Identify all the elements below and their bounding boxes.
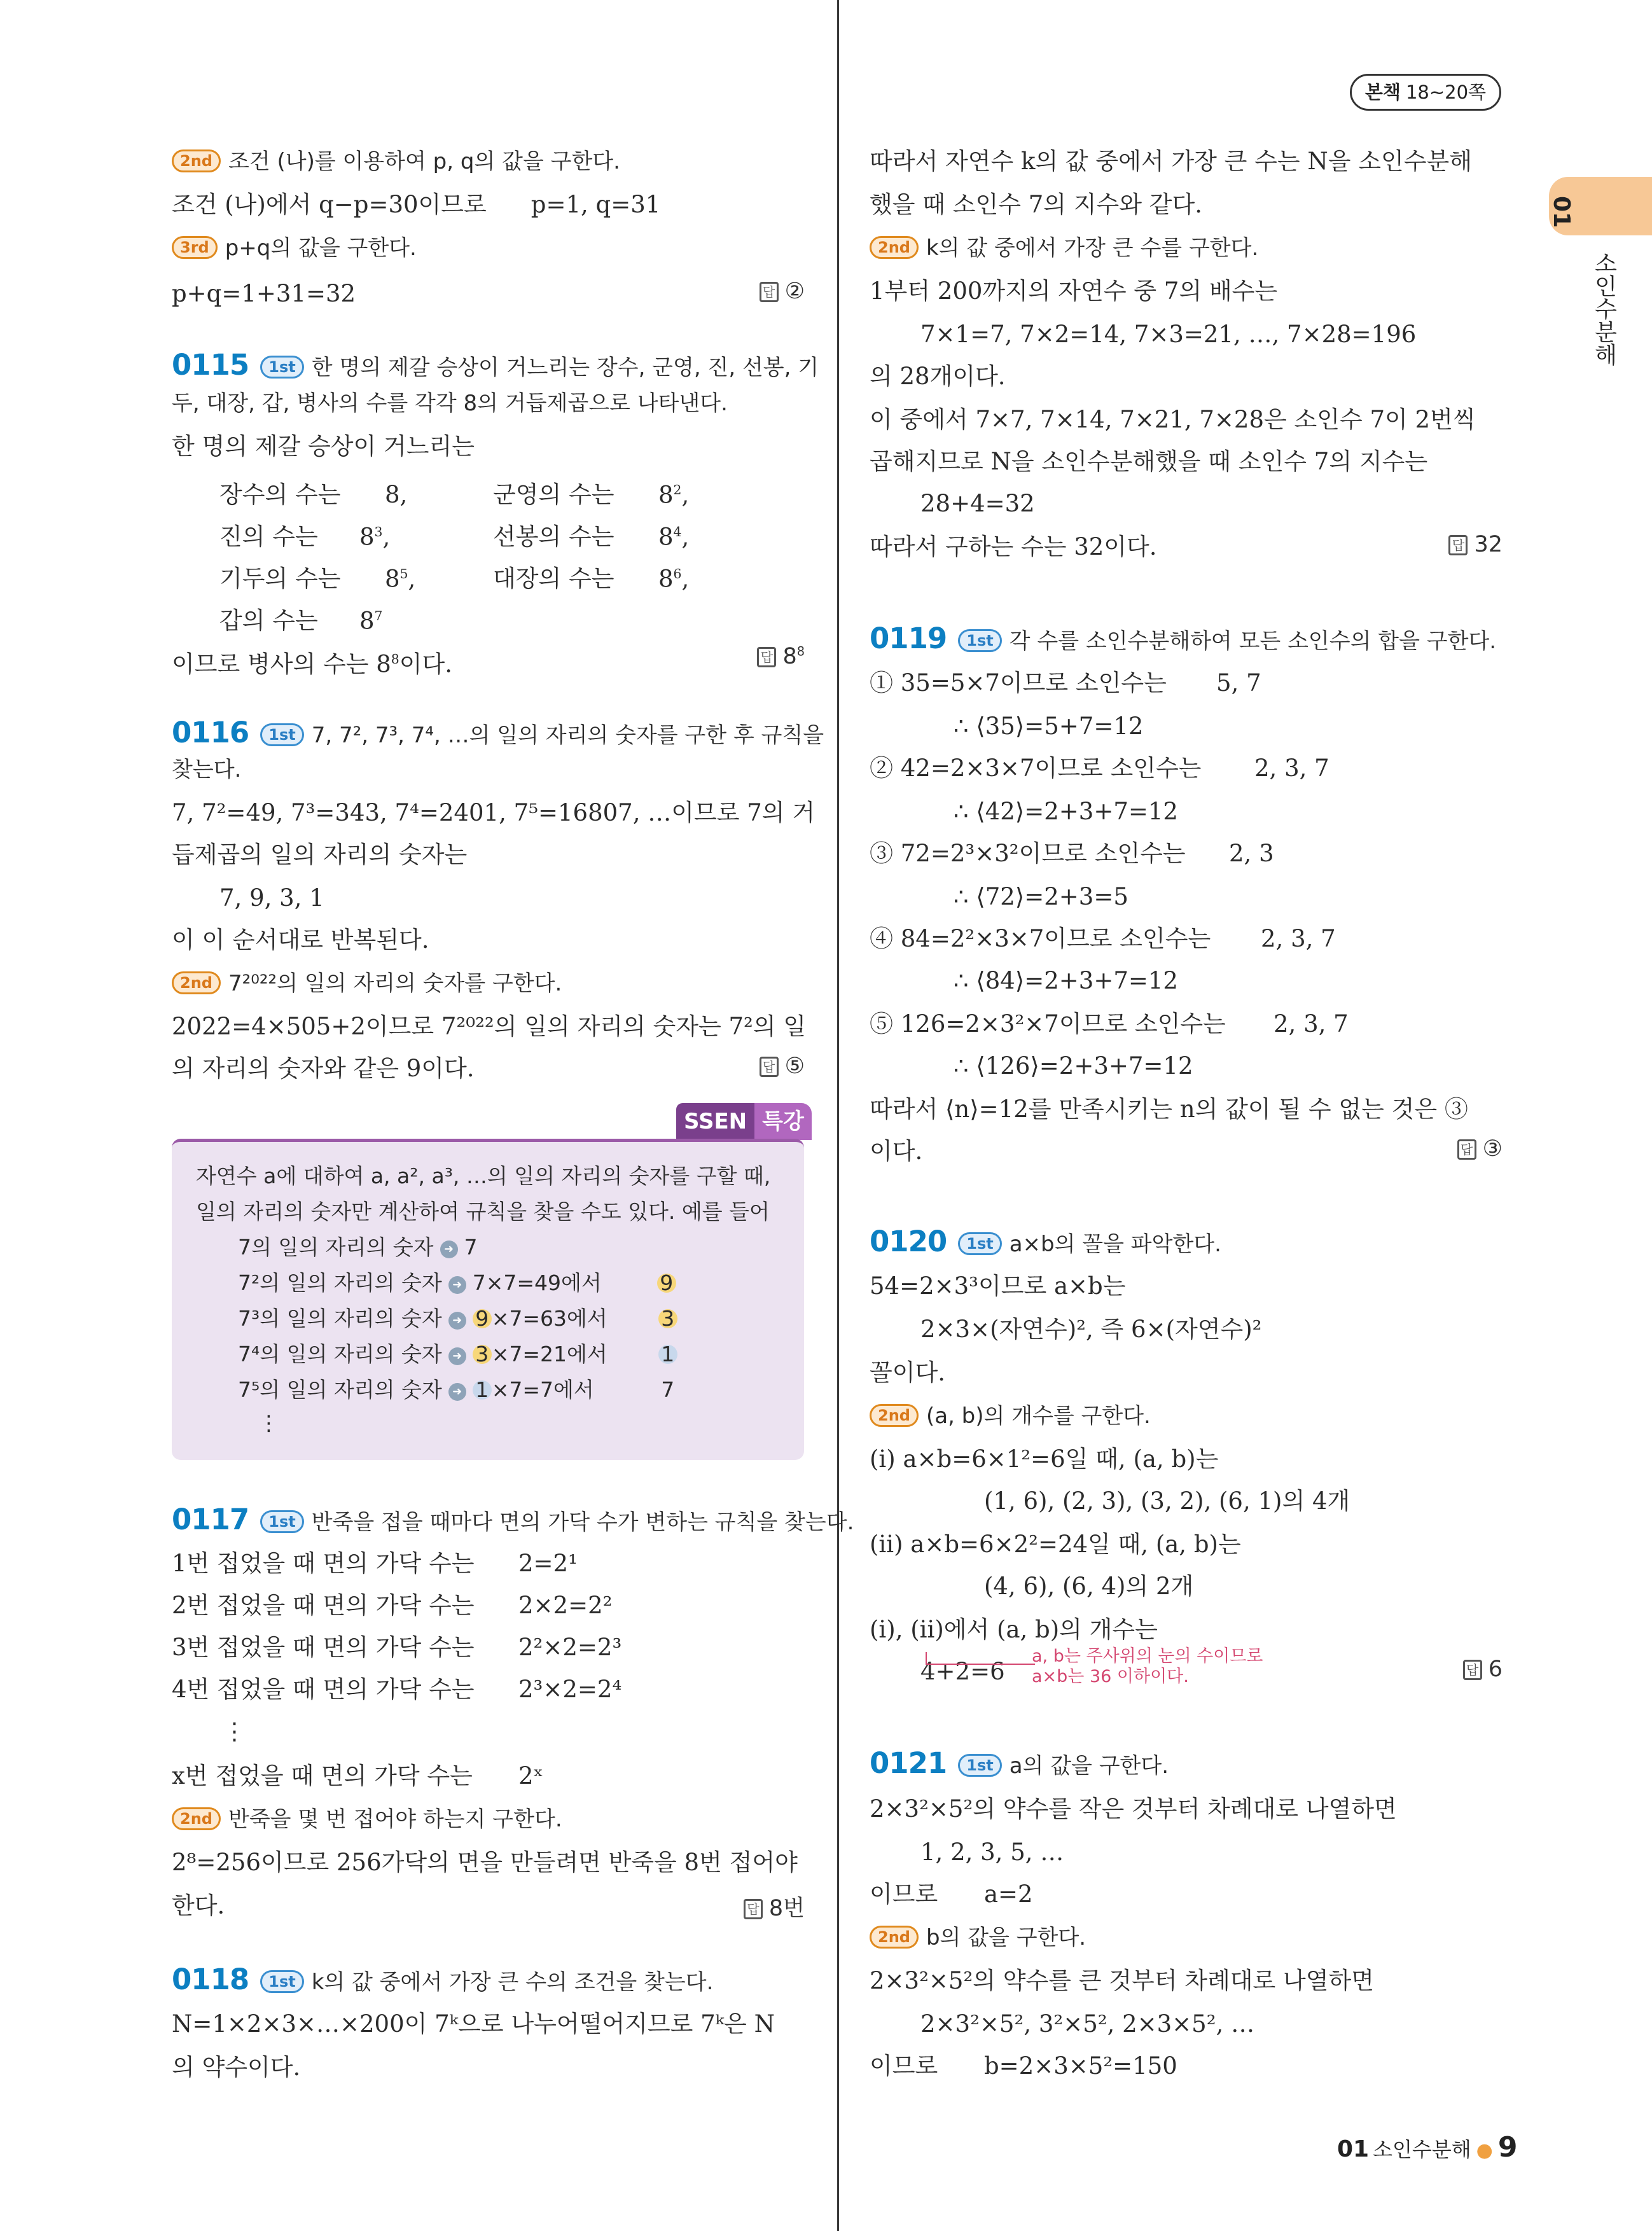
- step-badge-1st: 1st: [958, 1232, 1001, 1255]
- vertical-dots: ⋮: [258, 1410, 279, 1435]
- solution-line: 이 이 순서대로 반복된다.: [172, 926, 429, 954]
- problem-0120-header: 0120 1st a×b의 꼴을 파악한다.: [870, 1225, 1221, 1258]
- step-badge-2nd: 2nd: [870, 236, 919, 259]
- page-footer: 01 소인수분해 ● 9: [1337, 2131, 1518, 2164]
- solution-step: 3rd p+q의 값을 구한다.: [172, 233, 417, 263]
- solution-line: 의 자리의 숫자와 같은 9이다.: [172, 1055, 475, 1082]
- solution-line: ① 35=5×7이므로 소인수는 5, 7: [870, 669, 1261, 697]
- solution-line: 7, 9, 3, 1: [219, 884, 324, 912]
- box-row: 7⁴의 일의 자리의 숫자 ➜ 3 ×7=21에서 1: [238, 1339, 677, 1370]
- answer-icon: 답: [1457, 1139, 1476, 1160]
- solution-line: 7×1=7, 7×2=14, 7×3=21, …, 7×28=196: [920, 321, 1417, 348]
- answer-0114: 답 ②: [760, 279, 805, 304]
- solution-line: 4+2=6: [920, 1658, 1005, 1685]
- solution-line: 따라서 구하는 수는 32이다.: [870, 533, 1157, 560]
- solution-line: N=1×2×3×…×200이 7ᵏ으로 나누어떨어지므로 7ᵏ은 N: [172, 2010, 775, 2038]
- solution-line: 1, 2, 3, 5, …: [920, 1838, 1064, 1866]
- chapter-tab: [1549, 177, 1652, 235]
- step-badge-2nd: 2nd: [172, 971, 221, 994]
- problem-number: 0118: [172, 1963, 249, 1996]
- step-badge-1st: 1st: [260, 356, 303, 379]
- solution-line: 1부터 200까지의 자연수 중 7의 배수는: [870, 277, 1278, 305]
- solution-line: (ⅰ) a×b=6×1²=6일 때, (a, b)는: [870, 1445, 1219, 1473]
- solution-step: 2nd 반죽을 몇 번 접어야 하는지 구한다.: [172, 1804, 562, 1835]
- solution-line: 2×3²×5², 3²×5², 2×3×5², …: [920, 2010, 1255, 2038]
- step-badge-2nd: 2nd: [172, 149, 221, 172]
- solution-line: 기두의 수는 $8^5$, 대장의 수는 $8^6$,: [219, 565, 690, 593]
- answer-icon: 답: [757, 647, 776, 667]
- solution-line: ④ 84=2²×3×7이므로 소인수는 2, 3, 7: [870, 925, 1336, 952]
- arrow-right-icon: ➜: [448, 1383, 466, 1401]
- solution-line: 2⁸=256이므로 256가닥의 면을 만들려면 반죽을 8번 접어야: [172, 1849, 798, 1876]
- solution-line: 찾는다.: [172, 757, 242, 782]
- solution-line: 2×3×(자연수)², 즉 6×(자연수)²: [920, 1316, 1262, 1343]
- step-badge-1st: 1st: [260, 723, 303, 746]
- bullet-icon: ●: [1476, 2139, 1493, 2162]
- arrow-right-icon: ➜: [448, 1276, 466, 1294]
- solution-line: 7, 7²=49, 7³=343, 7⁴=2401, 7⁵=16807, …이므로 7의 거: [172, 799, 815, 826]
- solution-line: 4번 접었을 때 면의 가닥 수는 2³×2=2⁴: [172, 1676, 622, 1703]
- solution-step: 2nd 조건 (나)를 이용하여 p, q의 값을 구한다.: [172, 146, 620, 177]
- solution-line: ③ 72=2³×3²이므로 소인수는 2, 3: [870, 840, 1274, 867]
- step-badge-2nd: 2nd: [870, 1926, 919, 1949]
- solution-line: 이므로 b=2×3×5²=150: [870, 2052, 1177, 2080]
- solution-line: 따라서 자연수 k의 값 중에서 가장 큰 수는 N을 소인수분해: [870, 148, 1472, 175]
- solution-line: 1번 접었을 때 면의 가닥 수는 2=2¹: [172, 1550, 578, 1577]
- solution-line: 이므로 병사의 수는 $8^8$이다.: [172, 650, 452, 678]
- step-badge-2nd: 2nd: [870, 1404, 919, 1427]
- special-lecture-tag: SSEN 특강: [676, 1103, 812, 1141]
- step-badge-1st: 1st: [958, 629, 1001, 652]
- page-reference-badge: 본책 18~20쪽: [1350, 74, 1501, 111]
- problem-number: 0121: [870, 1746, 947, 1780]
- solution-line: ∴ ⟨35⟩=5+7=12: [954, 712, 1144, 740]
- arrow-right-icon: ➜: [440, 1241, 458, 1258]
- solution-line: 28+4=32: [920, 490, 1035, 517]
- answer-0120: 답 6: [1463, 1657, 1503, 1682]
- solution-line: 2번 접었을 때 면의 가닥 수는 2×2=2²: [172, 1592, 613, 1619]
- solution-line: 진의 수는 $8^3$, 선봉의 수는 $8^4$,: [219, 523, 690, 551]
- box-row: 7³의 일의 자리의 숫자 ➜ 9 ×7=63에서 3: [238, 1303, 677, 1334]
- chapter-side-title: 소인수분해: [1591, 251, 1617, 366]
- solution-line: 한다.: [172, 1892, 225, 1919]
- solution-line: 꼴이다.: [870, 1359, 945, 1386]
- problem-0117-header: 0117 1st 반죽을 접을 때마다 면의 가닥 수가 변하는 규칙을 찾는다.: [172, 1503, 854, 1536]
- solution-line: (ⅱ) a×b=6×2²=24일 때, (a, b)는: [870, 1531, 1241, 1558]
- page-number: 9: [1497, 2131, 1518, 2164]
- solution-line: 2×3²×5²의 약수를 작은 것부터 차례대로 나열하면: [870, 1795, 1397, 1823]
- step-badge-2nd: 2nd: [172, 1807, 221, 1830]
- problem-number: 0120: [870, 1225, 947, 1258]
- solution-line: ∴ ⟨126⟩=2+3+7=12: [954, 1052, 1193, 1080]
- solution-line: 조건 (나)에서 q−p=30이므로 p=1, q=31: [172, 191, 661, 218]
- solution-line: ⑤ 126=2×3²×7이므로 소인수는 2, 3, 7: [870, 1010, 1349, 1038]
- answer-icon: 답: [760, 1057, 779, 1077]
- solution-line: 했을 때 소인수 7의 지수와 같다.: [870, 191, 1203, 218]
- arrow-right-icon: ➜: [448, 1347, 466, 1365]
- solution-line: 한 명의 제갈 승상이 거느리는: [172, 433, 475, 460]
- vertical-dots: ⋮: [223, 1718, 246, 1745]
- step-badge-1st: 1st: [958, 1754, 1001, 1777]
- solution-line: 이다.: [870, 1137, 923, 1165]
- problem-0115-header: 0115 1st 한 명의 제갈 승상이 거느리는 장수, 군영, 진, 선봉, 기: [172, 348, 819, 382]
- problem-0118-header: 0118 1st k의 값 중에서 가장 큰 수의 조건을 찾는다.: [172, 1963, 714, 1996]
- margin-note: a, b는 주사위의 눈의 수이므로 a×b는 36 이하이다.: [1032, 1646, 1263, 1686]
- solution-line: (4, 6), (6, 4)의 2개: [984, 1573, 1194, 1600]
- solution-line: 54=2×3³이므로 a×b는: [870, 1272, 1126, 1300]
- solution-line: 두, 대장, 갑, 병사의 수를 각각 8의 거듭제곱으로 나타낸다.: [172, 391, 728, 416]
- box-text: 자연수 a에 대하여 a, a², a³, …의 일의 자리의 숫자를 구할 때,: [196, 1164, 771, 1188]
- solution-line: ② 42=2×3×7이므로 소인수는 2, 3, 7: [870, 754, 1329, 782]
- solution-line: 따라서 ⟨n⟩=12를 만족시키는 n의 값이 될 수 없는 것은 ③: [870, 1095, 1468, 1123]
- solution-line: 장수의 수는 8, 군영의 수는 $8^2$,: [219, 481, 690, 509]
- answer-icon: 답: [760, 282, 779, 302]
- solution-line: 2022=4×505+2이므로 7²⁰²²의 일의 자리의 숫자는 7²의 일: [172, 1013, 807, 1040]
- solution-line: (ⅰ), (ⅱ)에서 (a, b)의 개수는: [870, 1616, 1158, 1643]
- solution-line: ∴ ⟨42⟩=2+3+7=12: [954, 798, 1178, 825]
- answer-icon: 답: [744, 1899, 763, 1919]
- solution-line: x번 접었을 때 면의 가닥 수는 2ˣ: [172, 1762, 544, 1790]
- problem-0121-header: 0121 1st a의 값을 구한다.: [870, 1746, 1169, 1780]
- solution-line: 이므로 a=2: [870, 1880, 1033, 1908]
- note-bracket: [926, 1652, 1035, 1665]
- problem-number: 0116: [172, 716, 249, 749]
- solution-step: 2nd k의 값 중에서 가장 큰 수를 구한다.: [870, 233, 1258, 263]
- solution-step: 2nd b의 값을 구한다.: [870, 1922, 1086, 1953]
- problem-0116-header: 0116 1st 7, 7², 7³, 7⁴, …의 일의 자리의 숫자를 구한 후 규칙을: [172, 716, 824, 749]
- solution-line: 2×3²×5²의 약수를 큰 것부터 차례대로 나열하면: [870, 1967, 1374, 1994]
- special-lecture-box: [172, 1139, 804, 1460]
- solution-line: 듭제곱의 일의 자리의 숫자는: [172, 841, 468, 868]
- answer-icon: 답: [1448, 535, 1468, 555]
- answer-icon: 답: [1463, 1660, 1482, 1680]
- step-badge-3rd: 3rd: [172, 236, 218, 259]
- solution-line: 갑의 수는 $8^7$: [219, 607, 383, 635]
- answer-0115: 답 $8^8$: [757, 644, 805, 669]
- solution-line: 의 약수이다.: [172, 2054, 301, 2081]
- chapter-tab-number: 01: [1548, 196, 1574, 228]
- answer-0118: 답 32: [1448, 532, 1503, 557]
- answer-0119: 답 ③: [1457, 1136, 1503, 1162]
- problem-number: 0115: [172, 348, 249, 382]
- solution-line: 이 중에서 7×7, 7×14, 7×21, 7×28은 소인수 7이 2번씩: [870, 406, 1476, 433]
- solution-line: ∴ ⟨72⟩=2+3=5: [954, 883, 1128, 910]
- solution-line: 의 28개이다.: [870, 363, 1006, 390]
- answer-0117: 답 8번: [744, 1891, 805, 1922]
- solution-step: 2nd 7²⁰²²의 일의 자리의 숫자를 구한다.: [172, 968, 562, 999]
- solution-line: 3번 접었을 때 면의 가닥 수는 2²×2=2³: [172, 1634, 622, 1661]
- box-row: 7의 일의 자리의 숫자 ➜ 7: [238, 1235, 478, 1260]
- step-badge-1st: 1st: [260, 1510, 303, 1533]
- problem-number: 0119: [870, 622, 947, 655]
- solution-line: (1, 6), (2, 3), (3, 2), (6, 1)의 4개: [984, 1487, 1350, 1515]
- box-row: 7²의 일의 자리의 숫자 ➜ 7×7=49에서 9: [238, 1268, 676, 1298]
- solution-line: ∴ ⟨84⟩=2+3+7=12: [954, 967, 1178, 994]
- box-row: 7⁵의 일의 자리의 숫자 ➜ 1 ×7=7에서 7: [238, 1377, 675, 1402]
- column-divider: [837, 0, 839, 2231]
- step-badge-1st: 1st: [260, 1970, 303, 1993]
- problem-number: 0117: [172, 1503, 249, 1536]
- box-text: 일의 자리의 숫자만 계산하여 규칙을 찾을 수도 있다. 예를 들어: [196, 1199, 770, 1224]
- arrow-right-icon: ➜: [448, 1312, 466, 1330]
- solution-step: 2nd (a, b)의 개수를 구한다.: [870, 1401, 1151, 1431]
- solution-line: 곱해지므로 N을 소인수분해했을 때 소인수 7의 지수는: [870, 448, 1428, 475]
- answer-0116: 답 ⑤: [760, 1053, 805, 1079]
- problem-0119-header: 0119 1st 각 수를 소인수분해하여 모든 소인수의 합을 구한다.: [870, 622, 1497, 655]
- solution-line: p+q=1+31=32: [172, 280, 356, 307]
